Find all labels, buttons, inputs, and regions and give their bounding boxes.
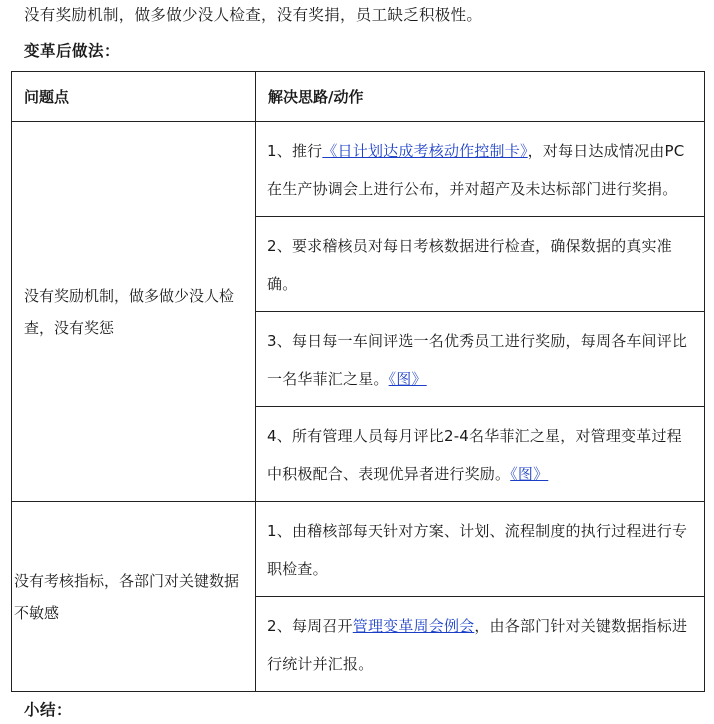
table-row — [12, 502, 705, 597]
action-cell — [256, 217, 705, 312]
action-text-after: ，由各部门针对关键数据指标进行统计并汇报。 — [267, 617, 688, 673]
action-text-before: 2、每周召开 — [267, 617, 353, 635]
action-text — [256, 312, 704, 406]
problem-cell — [12, 122, 256, 502]
action-cell — [256, 597, 705, 692]
after-change-heading: 变革后做法： — [24, 42, 121, 60]
action-text-before: 4、所有管理人员每月评比2-4名华菲汇之星，对管理变革过程中积极配合、表现优异者进行奖励。 — [267, 427, 682, 483]
action-text — [256, 502, 704, 596]
action-text-before: 1、推行 — [267, 142, 323, 160]
action-text-before: 3、每日每一车间评选一名优秀员工进行奖励，每周各车间评比一名华菲汇之星。 — [267, 332, 688, 388]
action-text-after: ，对每日达成情况由PC在生产协调会上进行公布，并对超产及未达标部门进行奖捐。 — [267, 142, 685, 198]
action-cell — [256, 312, 705, 407]
action-text — [256, 217, 704, 311]
intro-paragraph: 没有奖励机制，做多做少没人检查，没有奖捐，员工缺乏积极性。 — [24, 6, 483, 24]
problem-cell — [12, 502, 256, 692]
problem-text: 没有奖励机制，做多做少没人检查，没有奖惩 — [24, 286, 235, 337]
table-row — [12, 122, 705, 217]
action-cell — [256, 122, 705, 217]
action-text-before: 2、要求稽核员对每日考核数据进行检查，确保数据的真实准确。 — [267, 237, 672, 293]
problem-text: 没有考核指标，各部门对关键数据不敏感 — [14, 571, 240, 622]
solution-table — [11, 71, 705, 692]
action-text-before: 1、由稽核部每天针对方案、计划、流程制度的执行过程进行专职检查。 — [267, 522, 688, 578]
action-text — [256, 122, 704, 216]
header-solution: 解决思路/动作 — [256, 72, 705, 122]
control-card-link[interactable]: 《日计划达成考核动作控制卡》 — [322, 142, 528, 160]
action-text — [256, 597, 704, 691]
table-header-row — [12, 72, 705, 122]
header-problem: 问题点 — [12, 72, 256, 122]
summary-heading: 小结： — [24, 701, 73, 719]
weekly-meeting-link[interactable]: 管理变革周会例会 — [352, 617, 475, 635]
action-text — [256, 407, 704, 501]
figure-link[interactable]: 《图》 — [388, 370, 427, 388]
action-cell — [256, 502, 705, 597]
figure-link[interactable]: 《图》 — [510, 465, 549, 483]
action-cell — [256, 407, 705, 502]
